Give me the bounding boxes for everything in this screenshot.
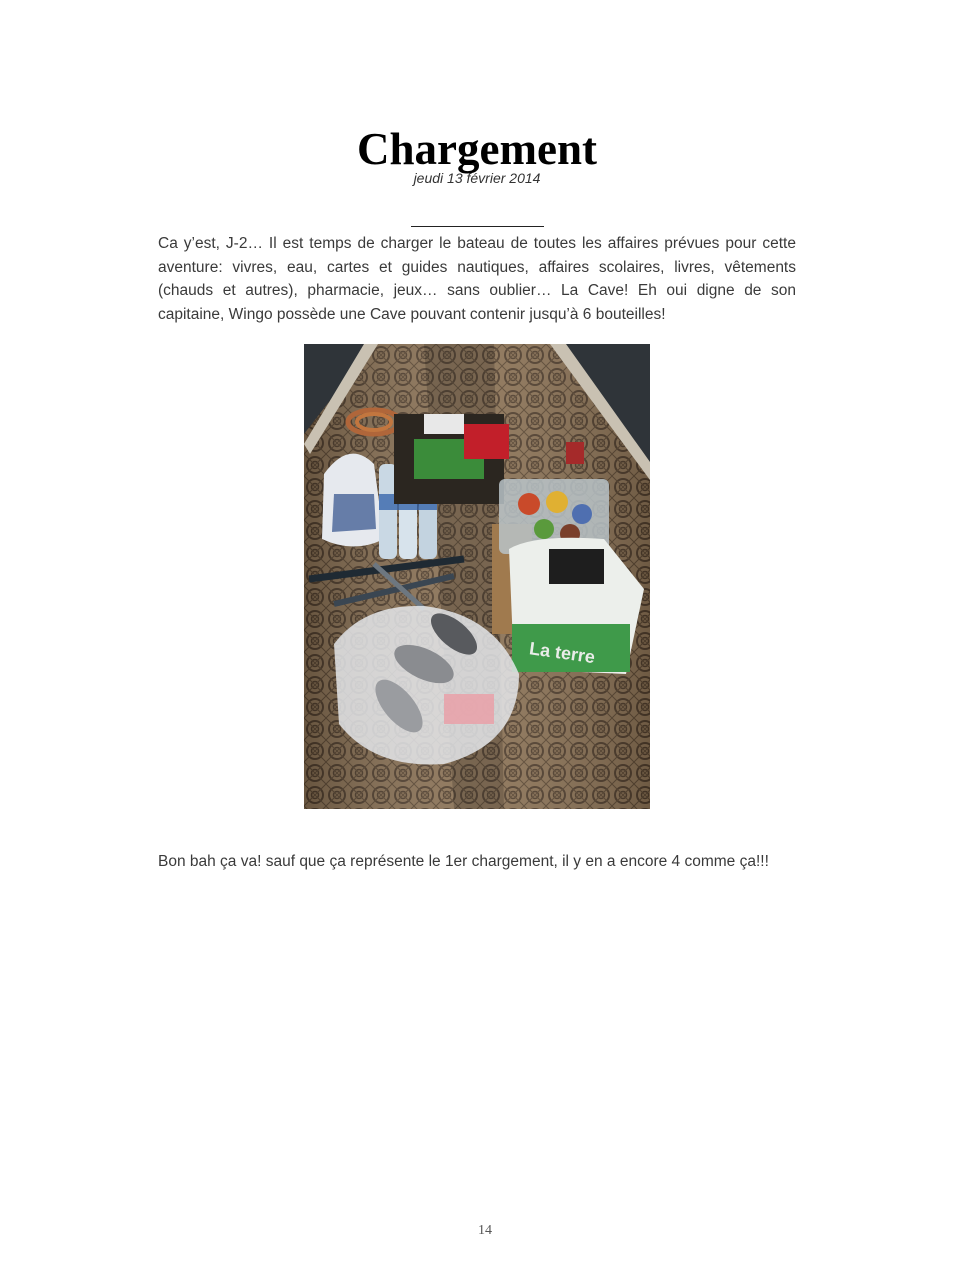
bag-label: La terre [528,638,597,668]
page-title: Chargement [357,124,597,174]
loading-photo [304,344,650,809]
page-number: 14 [478,1223,492,1238]
title-divider [411,226,544,227]
intro-paragraph: Ca y’est, J-2… Il est temps de charger le bateau de toutes les affaires prévues pour cette aventure: vivres, eau, cartes et guides nautiques, affaires scolaires, livres, vêtements (chauds et autres), pharmacie, jeux… sans oublier… La Cave! Eh oui digne de son capitaine, Wingo possède une Cave pouvant contenir jusqu’à 6 bouteilles! [158,235,796,323]
post-date: jeudi 13 février 2014 [413,170,541,186]
closing-paragraph: Bon bah ça va! sauf que ça représente le 1er chargement, il y en a encore 4 comme ça!!! [158,853,769,870]
